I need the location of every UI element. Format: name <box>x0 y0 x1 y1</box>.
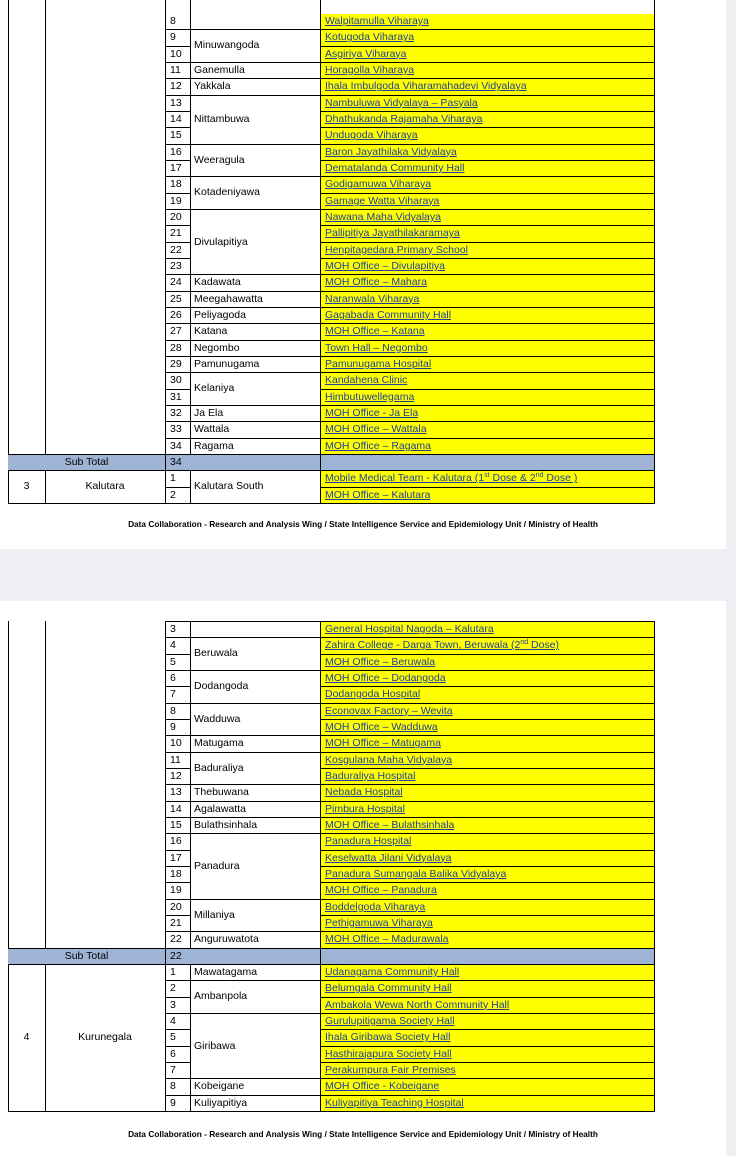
area-name: Wattala <box>194 423 230 436</box>
row-border <box>8 503 655 504</box>
area-name: Meegahawatta <box>194 292 263 305</box>
row-number: 29 <box>170 357 182 370</box>
site-name: Horagolla Viharaya <box>325 63 415 76</box>
subtotal-value: 22 <box>170 949 182 962</box>
row-number: 24 <box>170 276 182 289</box>
site-name: Perakumpura Fair Premises <box>325 1063 456 1076</box>
site-name: Hasthirajapura Society Hall <box>325 1047 452 1060</box>
row-number: 10 <box>170 47 182 60</box>
ordinal-suffix: nd <box>520 639 529 647</box>
row-number: 13 <box>170 786 182 799</box>
row-number: 2 <box>170 488 176 501</box>
row-number: 9 <box>170 720 176 733</box>
area-name: Kotadeniyawa <box>194 186 260 199</box>
site-name: Baron Jayathilaka Vidyalaya <box>325 145 457 158</box>
area-name: Ganemulla <box>194 63 245 76</box>
site-name: Gagabada Community Hall <box>325 308 452 321</box>
row-number: 4 <box>170 639 176 652</box>
area-name: Wadduwa <box>194 712 241 725</box>
row-number: 17 <box>170 161 182 174</box>
site-name: MOH Office – Dodangoda <box>325 671 446 684</box>
row-number: 9 <box>170 1096 176 1109</box>
area-name: Ambanpola <box>194 990 248 1003</box>
row-number: 30 <box>170 374 182 387</box>
site-name: Kosgulana Maha Vidyalaya <box>325 753 453 766</box>
area-name: Kuliyapitiya <box>194 1096 248 1109</box>
row-number: 8 <box>170 15 176 27</box>
area-name: Yakkala <box>194 80 231 93</box>
site-name: Town Hall – Negombo <box>325 341 428 354</box>
column-border <box>190 621 191 949</box>
site-name: MOH Office – Panadura <box>325 884 437 897</box>
row-number: 4 <box>170 1014 176 1027</box>
area-name: Agalawatta <box>194 802 246 815</box>
row-number: 31 <box>170 390 182 403</box>
site-name: MOH Office – Ragama <box>325 439 432 452</box>
page-footer: Data Collaboration - Research and Analysis Wing / State Intelligence Service and Epidemiology Unit / Ministry of Health <box>128 1129 598 1139</box>
area-name: Beruwala <box>194 647 238 660</box>
row-border <box>8 948 655 949</box>
site-name: Belumgala Community Hall <box>325 982 452 995</box>
site-name: Ihala Imbulgoda Viharamahadevi Vidyalaya <box>325 80 527 93</box>
site-name: MOH Office – Beruwala <box>325 655 436 668</box>
site-name: Pimbura Hospital <box>325 802 405 815</box>
district-name: Kurunegala <box>78 1030 132 1043</box>
site-name: Henpitagedara Primary School <box>325 243 468 256</box>
area-name: Katana <box>194 325 228 338</box>
area-name: Peliyagoda <box>194 308 246 321</box>
row-number: 6 <box>170 1047 176 1060</box>
site-name: MOH Office – Wadduwa <box>325 720 438 733</box>
site-name: Dhathukanda Rajamaha Viharaya <box>325 112 483 125</box>
site-name <box>325 638 559 653</box>
area-name: Kobeigane <box>194 1080 245 1093</box>
site-name: Gamage Watta Viharaya <box>325 194 440 207</box>
row-number: 16 <box>170 835 182 848</box>
site-name: Econovax Factory – Wevita <box>325 704 453 717</box>
row-number: 11 <box>170 63 181 76</box>
row-number: 18 <box>170 178 182 191</box>
subtotal-value: 34 <box>170 455 182 468</box>
site-name: Gurulupitigama Society Hall <box>325 1014 455 1027</box>
area-name: Baduraliya <box>194 761 244 774</box>
row-number: 5 <box>170 1031 176 1044</box>
row-border <box>8 1111 655 1112</box>
site-name: Boddelgoda Viharaya <box>325 900 426 913</box>
area-name: Thebuwana <box>194 786 249 799</box>
column-border <box>190 0 191 455</box>
site-name: MOH Office – Bulathsinhala <box>325 818 455 831</box>
site-name: Dodangoda Hospital <box>325 688 421 701</box>
column-border <box>320 621 321 1112</box>
column-border <box>165 621 166 1112</box>
site-name: Nawana Maha Vidyalaya <box>325 210 441 223</box>
area-name: Kalutara South <box>194 480 264 493</box>
row-number: 21 <box>170 227 182 240</box>
row-number: 8 <box>170 1080 176 1093</box>
column-border <box>654 621 655 1112</box>
row-number: 8 <box>170 704 176 717</box>
row-number: 23 <box>170 259 182 272</box>
row-number: 9 <box>170 31 176 44</box>
row-number: 18 <box>170 867 182 880</box>
row-border <box>8 454 655 455</box>
column-border <box>8 621 9 949</box>
row-number: 21 <box>170 916 182 929</box>
area-name: Matugama <box>194 737 244 750</box>
row-number: 33 <box>170 423 182 436</box>
row-number: 13 <box>170 96 182 109</box>
area-name: Pamunugama <box>194 357 260 370</box>
site-name: Kotugoda Viharaya <box>325 31 415 44</box>
site-name: Godigamuwa Viharaya <box>325 178 432 191</box>
row-number: 6 <box>170 671 176 684</box>
ordinal-suffix: st <box>484 472 490 480</box>
area-name: Minuwangoda <box>194 39 260 52</box>
subtotal-label: Sub Total <box>64 949 109 962</box>
row-number: 1 <box>170 965 176 978</box>
row-number: 34 <box>170 439 182 452</box>
site-name: Kuliyapitiya Teaching Hospital <box>325 1096 464 1109</box>
site-name <box>325 471 577 486</box>
site-name-part: Dose ) <box>543 472 578 485</box>
area-name: Panadura <box>194 860 240 873</box>
site-name-part: Dose) <box>528 639 560 652</box>
site-name: Keselwatta Jilani Vidyalaya <box>325 851 452 864</box>
column-border <box>8 964 9 1112</box>
ordinal-suffix: nd <box>535 472 544 480</box>
row-number: 19 <box>170 194 182 207</box>
column-border <box>45 0 46 455</box>
row-number: 3 <box>170 623 176 635</box>
row-number: 7 <box>170 688 176 701</box>
site-name: MOH Office - Kobeigane <box>325 1080 440 1093</box>
row-number: 15 <box>170 129 182 142</box>
site-name: Panadura Hospital <box>325 835 412 848</box>
row-number: 17 <box>170 851 182 864</box>
document-page-1 <box>0 0 726 549</box>
row-number: 12 <box>170 769 182 782</box>
column-border <box>654 0 655 504</box>
column-border <box>45 964 46 1112</box>
subtotal-blank-cell <box>321 949 654 964</box>
area-name: Millaniya <box>194 908 235 921</box>
row-number: 22 <box>170 933 182 946</box>
site-name: Nebada Hospital <box>325 786 403 799</box>
row-number: 5 <box>170 655 176 668</box>
column-border <box>165 0 166 504</box>
row-number: 11 <box>170 753 181 766</box>
row-number: 28 <box>170 341 182 354</box>
column-border <box>190 964 191 1112</box>
page-footer: Data Collaboration - Research and Analysis Wing / State Intelligence Service and Epidemiology Unit / Ministry of Health <box>128 519 598 529</box>
site-name: Pamunugama Hospital <box>325 357 432 370</box>
site-name: Pallipitiya Jayathilakaramaya <box>325 227 460 240</box>
site-name: Walpitamulla Viharaya <box>325 15 429 27</box>
site-name-part: Mobile Medical Team - Kalutara (1 <box>325 472 485 485</box>
site-name: Baduraliya Hospital <box>325 769 416 782</box>
site-name: MOH Office – Mahara <box>325 276 427 289</box>
area-name: Giribawa <box>194 1039 236 1052</box>
site-name: MOH Office – Divulapitiya <box>325 259 446 272</box>
row-number: 25 <box>170 292 182 305</box>
district-name: Kalutara <box>85 480 125 493</box>
area-name: Negombo <box>194 341 240 354</box>
district-number: 3 <box>23 480 30 493</box>
row-number: 3 <box>170 998 176 1011</box>
site-name-part: Zahira College - Darga Town, Beruwala (2 <box>325 639 521 652</box>
site-name: Himbutuwellegama <box>325 390 415 403</box>
site-name: Undugoda Viharaya <box>325 129 418 142</box>
site-name: MOH Office – Matugama <box>325 737 441 750</box>
area-name: Bulathsinhala <box>194 818 258 831</box>
row-number: 22 <box>170 243 182 256</box>
site-name: Dematalanda Community Hall <box>325 161 465 174</box>
area-name: Dodangoda <box>194 679 249 692</box>
row-number: 12 <box>170 80 182 93</box>
column-border <box>190 470 191 504</box>
site-name: Udanagama Community Hall <box>325 965 460 978</box>
district-number: 4 <box>23 1030 30 1043</box>
site-name: MOH Office – Katana <box>325 325 425 338</box>
row-number: 7 <box>170 1063 176 1076</box>
site-name: MOH Office – Wattala <box>325 423 427 436</box>
site-name: Ambakola Wewa North Community Hall <box>325 998 510 1011</box>
subtotal-blank-cell <box>321 455 654 470</box>
row-number: 2 <box>170 982 176 995</box>
area-name: Kadawata <box>194 276 241 289</box>
site-name: Panadura Sumangala Balika Vidyalaya <box>325 867 507 880</box>
column-border <box>8 470 9 504</box>
document-page-2 <box>0 601 726 1156</box>
site-name: Asgiriya Viharaya <box>325 47 407 60</box>
site-name: Ihala Giribawa Society Hall <box>325 1031 451 1044</box>
row-number: 14 <box>170 802 182 815</box>
area-name: Kelaniya <box>194 382 235 395</box>
site-name: MOH Office – Kalutara <box>325 488 431 501</box>
row-number: 1 <box>170 472 176 485</box>
area-name: Weeragula <box>194 153 245 166</box>
row-number: 10 <box>170 737 182 750</box>
row-number: 16 <box>170 145 182 158</box>
column-border <box>320 0 321 504</box>
site-name-part: Dose & 2 <box>489 472 536 485</box>
row-number: 32 <box>170 406 182 419</box>
area-name: Ragama <box>194 439 234 452</box>
column-border <box>8 0 9 455</box>
area-name: Divulapitiya <box>194 235 248 248</box>
row-number: 26 <box>170 308 182 321</box>
row-number: 14 <box>170 112 182 125</box>
site-name: MOH Office - Ja Ela <box>325 406 419 419</box>
site-name: Nambuluwa Vidyalaya – Pasyala <box>325 96 478 109</box>
area-name: Nittambuwa <box>194 112 250 125</box>
area-name: Ja Ela <box>194 406 224 419</box>
row-number: 20 <box>170 210 182 223</box>
site-name: Kandahena Clinic <box>325 374 408 387</box>
row-number: 15 <box>170 818 182 831</box>
row-number: 27 <box>170 325 182 338</box>
site-name: Naranwala Viharaya <box>325 292 420 305</box>
site-name: Pethigamuwa Viharaya <box>325 916 433 929</box>
area-name: Mawatagama <box>194 965 258 978</box>
column-border <box>45 621 46 949</box>
site-name: General Hospital Nagoda – Kalutara <box>325 623 494 635</box>
subtotal-label: Sub Total <box>64 455 109 468</box>
row-number: 20 <box>170 900 182 913</box>
area-name: Anguruwatota <box>194 933 259 946</box>
row-number: 19 <box>170 884 182 897</box>
site-name: MOH Office – Madurawala <box>325 933 449 946</box>
column-border <box>45 470 46 504</box>
